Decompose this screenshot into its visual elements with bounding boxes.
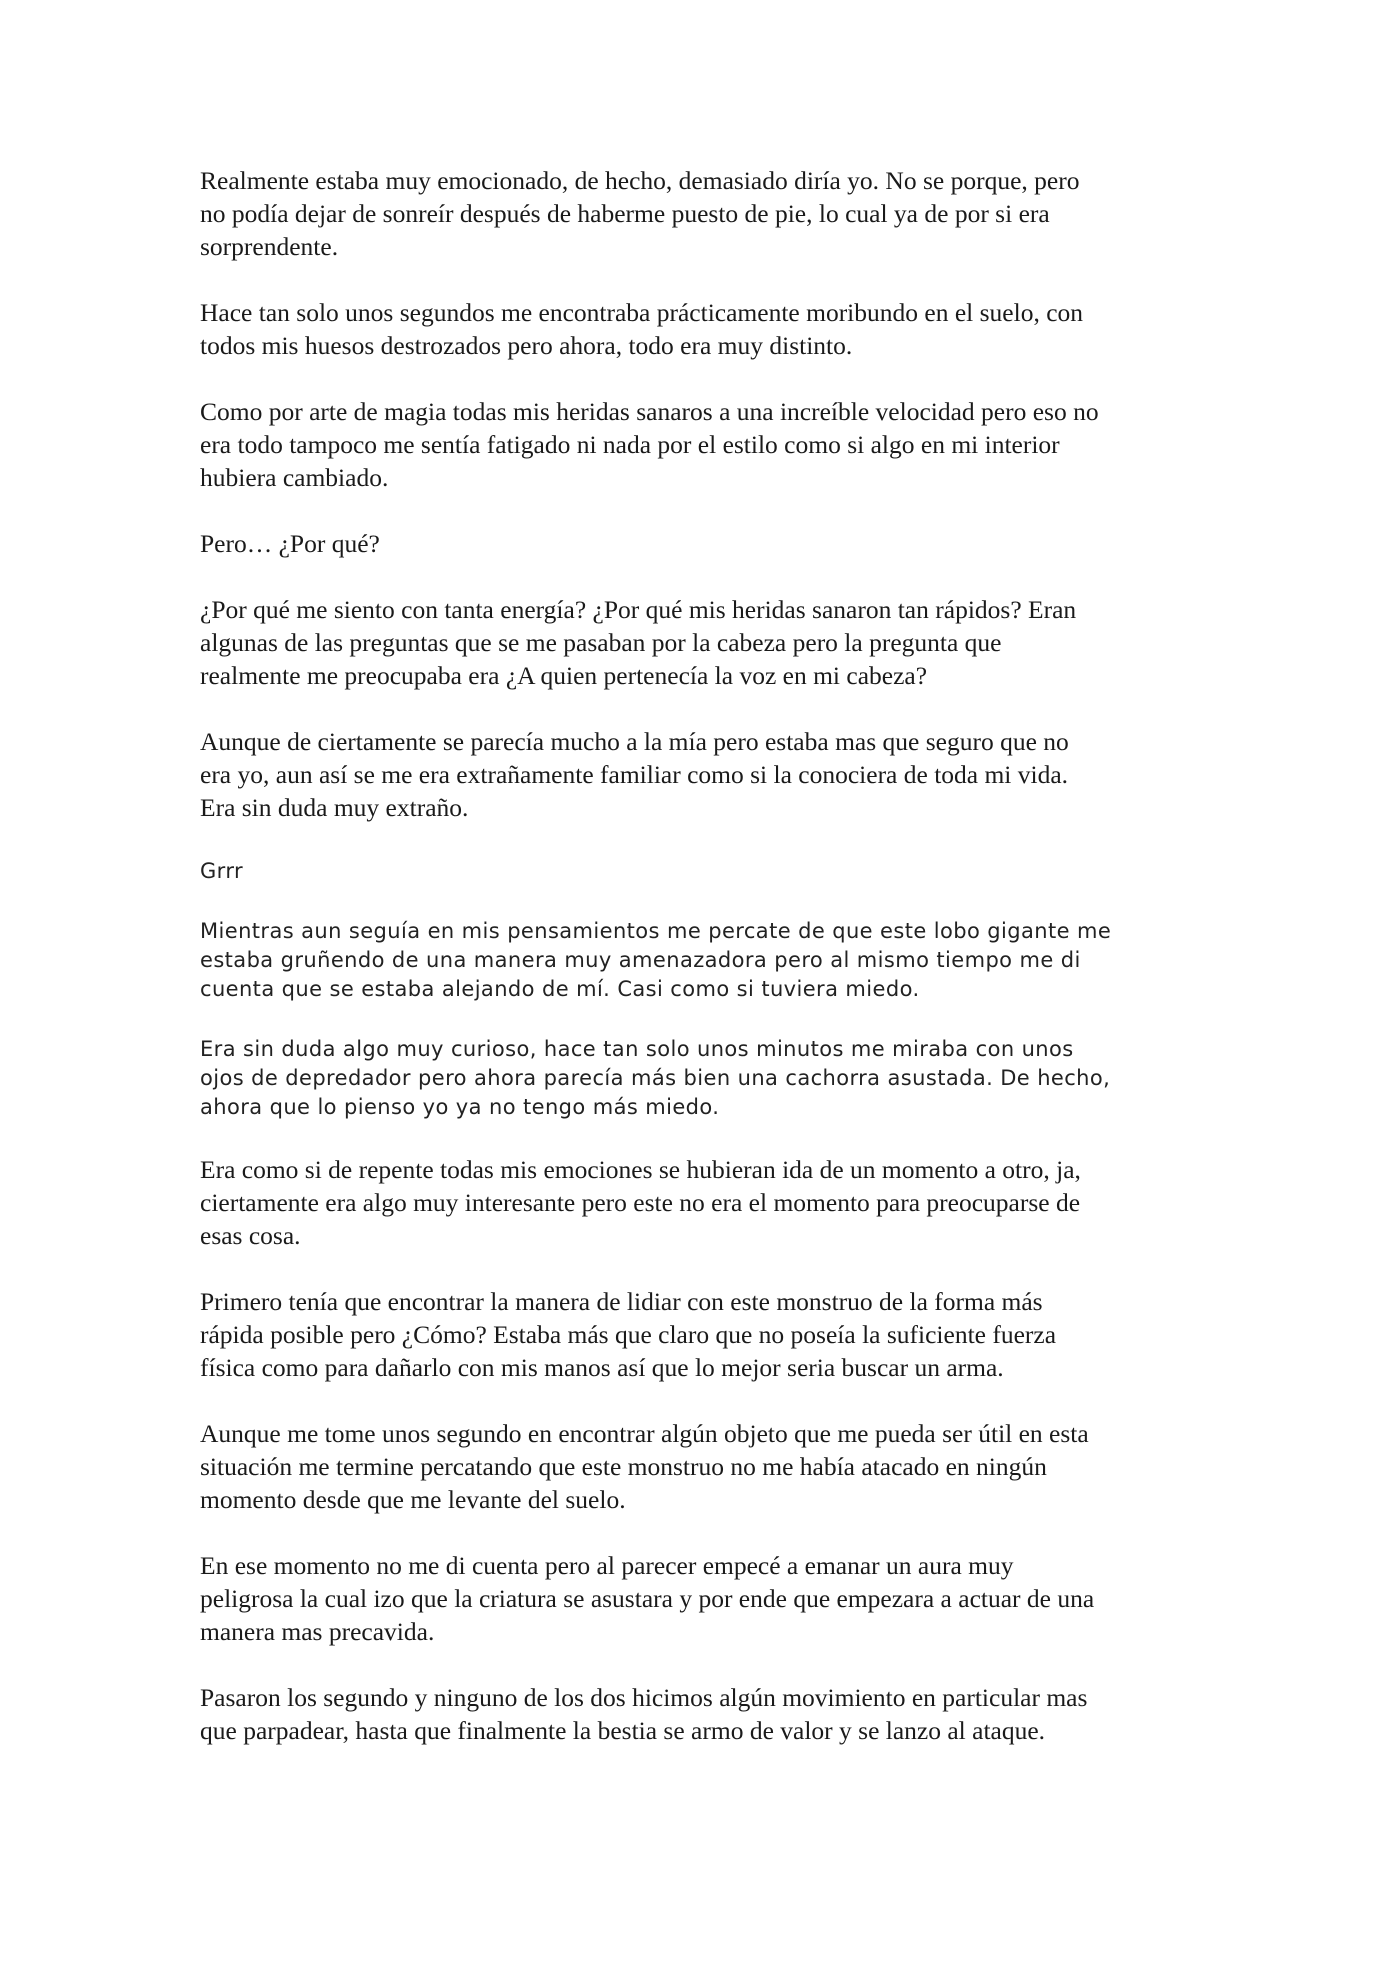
paragraph-line: manera mas precavida.: [200, 1617, 435, 1646]
paragraph: [200, 527, 1210, 560]
paragraph-line: momento desde que me levante del suelo.: [200, 1485, 626, 1514]
paragraph-line: Era sin duda muy extraño.: [200, 793, 469, 822]
paragraph: [200, 164, 1210, 263]
paragraph-line: Pero… ¿Por qué?: [200, 529, 380, 558]
paragraph-line: Como por arte de magia todas mis heridas sanaros a una increíble velocidad pero eso no: [200, 397, 1099, 426]
paragraph-line: era todo tampoco me sentía fatigado ni nada por el estilo como si algo en mi interior: [200, 430, 1060, 459]
paragraph-line: Mientras aun seguía en mis pensamientos me percate de que este lobo gigante me: [200, 919, 1112, 943]
paragraph-line: Primero tenía que encontrar la manera de lidiar con este monstruo de la forma más: [200, 1287, 1043, 1316]
paragraph-line: que parpadear, hasta que finalmente la bestia se armo de valor y se lanzo al ataque.: [200, 1716, 1046, 1745]
paragraph: [200, 857, 1210, 886]
paragraph: [200, 296, 1210, 362]
paragraph-line: Grrr: [200, 859, 244, 883]
paragraph: [200, 593, 1210, 692]
paragraph: [200, 395, 1210, 494]
paragraph-line: Realmente estaba muy emocionado, de hecho, demasiado diría yo. No se porque, pero: [200, 166, 1080, 195]
paragraph-line: era yo, aun así se me era extrañamente familiar como si la conociera de toda mi vida.: [200, 760, 1069, 789]
paragraph-line: algunas de las preguntas que se me pasaban por la cabeza pero la pregunta que: [200, 628, 1002, 657]
paragraph-line: peligrosa la cual izo que la criatura se asustara y por ende que empezara a actuar de una: [200, 1584, 1095, 1613]
document-body: [200, 164, 1210, 1780]
paragraph-line: estaba gruñendo de una manera muy amenazadora pero al mismo tiempo me di: [200, 948, 1081, 972]
paragraph-line: sorprendente.: [200, 232, 339, 261]
paragraph-line: Era como si de repente todas mis emociones se hubieran ida de un momento a otro, ja,: [200, 1155, 1081, 1184]
paragraph-line: esas cosa.: [200, 1221, 301, 1250]
paragraph-line: hubiera cambiado.: [200, 463, 389, 492]
paragraph-line: física como para dañarlo con mis manos así que lo mejor seria buscar un arma.: [200, 1353, 1004, 1382]
paragraph-line: realmente me preocupaba era ¿A quien pertenecía la voz en mi cabeza?: [200, 661, 928, 690]
paragraph-line: Pasaron los segundo y ninguno de los dos hicimos algún movimiento en particular mas: [200, 1683, 1088, 1712]
paragraph-line: no podía dejar de sonreír después de haberme puesto de pie, lo cual ya de por si era: [200, 199, 1050, 228]
paragraph-line: ahora que lo pienso yo ya no tengo más miedo.: [200, 1095, 720, 1119]
paragraph: [200, 1035, 1210, 1122]
paragraph-line: Era sin duda algo muy curioso, hace tan solo unos minutos me miraba con unos: [200, 1037, 1074, 1061]
paragraph-line: ojos de depredador pero ahora parecía más bien una cachorra asustada. De hecho,: [200, 1066, 1111, 1090]
paragraph: [200, 917, 1210, 1004]
paragraph-line: cuenta que se estaba alejando de mí. Casi como si tuviera miedo.: [200, 977, 920, 1001]
paragraph: [200, 1417, 1210, 1516]
paragraph-line: Aunque me tome unos segundo en encontrar algún objeto que me pueda ser útil en esta: [200, 1419, 1089, 1448]
paragraph-line: situación me termine percatando que este monstruo no me había atacado en ningún: [200, 1452, 1047, 1481]
paragraph-line: Aunque de ciertamente se parecía mucho a la mía pero estaba mas que seguro que no: [200, 727, 1069, 756]
paragraph: [200, 1153, 1210, 1252]
paragraph-line: En ese momento no me di cuenta pero al parecer empecé a emanar un aura muy: [200, 1551, 1014, 1580]
paragraph-line: todos mis huesos destrozados pero ahora, todo era muy distinto.: [200, 331, 853, 360]
paragraph-line: Hace tan solo unos segundos me encontraba prácticamente moribundo en el suelo, con: [200, 298, 1084, 327]
paragraph: [200, 1285, 1210, 1384]
paragraph-line: ciertamente era algo muy interesante pero este no era el momento para preocuparse de: [200, 1188, 1081, 1217]
paragraph: [200, 725, 1210, 824]
paragraph-line: rápida posible pero ¿Cómo? Estaba más que claro que no poseía la suficiente fuerza: [200, 1320, 1057, 1349]
paragraph: [200, 1549, 1210, 1648]
paragraph-line: ¿Por qué me siento con tanta energía? ¿Por qué mis heridas sanaron tan rápidos? Eran: [200, 595, 1077, 624]
paragraph: [200, 1681, 1210, 1747]
